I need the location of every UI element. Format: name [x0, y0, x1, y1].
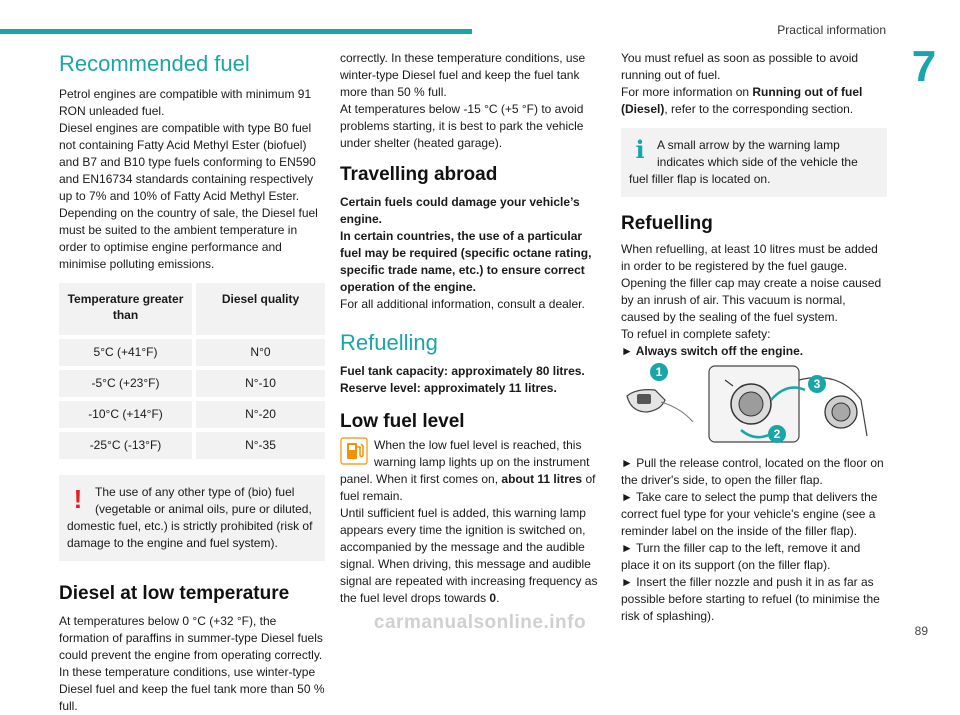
country-paragraph: Depending on the country of sale, the Diesel fuel must be suited to the ambient temperature in order to optimise engine performance and minimise polluting emissions. — [59, 206, 318, 271]
refuelling-capacity-heading: Refuelling — [340, 330, 438, 355]
chapter-number: 7 — [911, 42, 937, 91]
table-row — [59, 339, 325, 366]
low-fuel-text-block — [340, 437, 606, 607]
table-row — [59, 432, 325, 459]
column-3 — [621, 50, 887, 625]
petrol-paragraph: Petrol engines are compatible with minimum 91 RON unleaded fuel. — [59, 87, 312, 118]
filler-side-info-text: A small arrow by the warning lamp indicates which side of the vehicle the fuel filler flap is located on. — [629, 138, 858, 186]
column-2 — [340, 50, 606, 607]
refuel-step: ► Pull the release control, located on the floor on the driver's side, to open the filler flap. — [621, 456, 884, 487]
step-label-2: 2 — [773, 427, 781, 441]
fuel-filler-illustration — [621, 360, 887, 446]
table-cell: N°-35 — [196, 432, 325, 459]
page-number: 89 — [914, 624, 928, 638]
table-cell: -5°C (+23°F) — [59, 370, 192, 397]
running-header: Practical information — [777, 23, 886, 37]
travelling-abroad-text: For all additional information, consult a dealer. — [340, 297, 585, 311]
biofuel-warning-box — [59, 475, 325, 561]
running-out-ref-a: For more information on — [621, 85, 753, 99]
recommended-fuel-heading: Recommended fuel — [59, 51, 250, 76]
refuel-step: ► Turn the filler cap to the left, remove it and place it on its support (on the filler flap). — [621, 541, 861, 572]
watermark: carmanualsonline.info — [373, 612, 587, 633]
reserve-level: Reserve level: approximately 11 litres. — [340, 381, 557, 395]
refuel-noise: Opening the filler cap may create a noise caused by an inrush of air. This vacuum is normal, caused by the sealing of the fuel system. — [621, 276, 882, 324]
travelling-abroad-heading: Travelling abroad — [340, 164, 498, 185]
refuel-safety: To refuel in complete safety: — [621, 327, 771, 341]
step-label-3: 3 — [813, 377, 821, 391]
filler-side-info-box — [621, 128, 887, 197]
fuel-pump-warning-icon — [340, 437, 368, 465]
running-out-ref — [621, 84, 887, 118]
filler-flap-drawing — [709, 366, 867, 442]
travelling-abroad-bold: Certain fuels could damage your vehicle’s engine. In certain countries, the use of a particular fuel may be required (specific octane rating, specific trade name, etc.) to ensure correct operation of the engine. — [340, 195, 592, 294]
diesel-low-temp-heading: Diesel at low temperature — [59, 583, 290, 604]
table-cell: N°-10 — [196, 370, 325, 397]
low-fuel-litres: about 11 litres — [501, 472, 583, 486]
diesel-low-temp-text: At temperatures below 0 °C (+32 °F), the formation of paraffins in summer-type Diesel fuels could prevent the engine from operating correctly. In these temperature conditions, use winter-type Diesel fuel and keep the fuel tank more than 50 % full. — [59, 614, 325, 713]
running-out-ref-b: , refer to the corresponding section. — [664, 102, 854, 116]
low-fuel-text-b: of fuel remain. — [340, 472, 596, 503]
refuel-step: ► Take care to select the pump that delivers the correct fuel type for your vehicle's engine (see a reminder label on the inside of the filler flap). — [621, 490, 878, 538]
diesel-paragraph: Diesel engines are compatible with type B0 fuel not containing Fatty Acid Methyl Ester (biofuel) and B7 and B10 type fuels conforming to EN590 and EN16734 standards containing respectively up to 7% and 10% of Fatty Acid Methyl Ester. — [59, 121, 316, 203]
refuel-min-litres: When refuelling, at least 10 litres must be added in order to be registered by the fuel gauge. — [621, 242, 878, 273]
table-header-row — [59, 283, 325, 335]
header-accent-bar — [0, 29, 472, 34]
refuelling-heading: Refuelling — [621, 213, 713, 234]
table-row — [59, 401, 325, 428]
refuel-soon-text: You must refuel as soon as possible to avoid running out of fuel. — [621, 51, 859, 82]
step-marker-3 — [808, 375, 826, 393]
low-fuel-text2-b: . — [496, 591, 500, 605]
table-header-quality: Diesel quality — [196, 283, 325, 335]
diesel-quality-table — [59, 279, 325, 463]
step-marker-1 — [650, 363, 668, 381]
table-cell: N°0 — [196, 339, 325, 366]
running-out-link-text: Running out of fuel (Diesel) — [621, 85, 863, 116]
table-cell: -25°C (-13°F) — [59, 432, 192, 459]
low-fuel-repeat-paragraph — [340, 505, 606, 607]
step-label-1: 1 — [655, 365, 663, 379]
refuel-step: ► Insert the filler nozzle and push it in as far as possible before starting to refuel (to minimise the risk of splashing). — [621, 575, 880, 623]
switch-off-engine-step: ► Always switch off the engine. — [621, 344, 804, 358]
low-fuel-text-a: When the low fuel level is reached, this warning lamp lights up on the instrument panel. When it first comes on, — [340, 438, 590, 486]
table-cell: 5°C (+41°F) — [59, 339, 192, 366]
table-cell: -10°C (+14°F) — [59, 401, 192, 428]
diesel-low-temp-continued: correctly. In these temperature conditions, use winter-type Diesel fuel and keep the fuel tank more than 50 % full. — [340, 51, 586, 99]
low-fuel-heading: Low fuel level — [340, 411, 465, 432]
low-fuel-text2-a: Until sufficient fuel is added, this warning lamp appears every time the ignition is switched on, accompanied by the message and the audible signal. When driving, this message and audible signal are repeated with increasing frequency as the fuel level drops towards — [340, 506, 598, 605]
diesel-low-temp-shelter: At temperatures below -15 °C (+5 °F) to avoid problems starting, it is best to park the vehicle under shelter (heated garage). — [340, 102, 584, 150]
table-cell: N°-20 — [196, 401, 325, 428]
low-fuel-paragraph — [340, 437, 606, 505]
tank-capacity: Fuel tank capacity: approximately 80 litres. — [340, 364, 585, 378]
biofuel-warning-text: The use of any other type of (bio) fuel (vegetable or animal oils, pure or diluted, domestic fuel, etc.) is strictly prohibited (risk of damage to the engine and fuel system). — [67, 485, 313, 550]
step-marker-2 — [768, 425, 786, 443]
exclamation-icon: ! — [73, 484, 83, 514]
info-icon: i — [635, 135, 645, 164]
column-1 — [59, 50, 325, 713]
table-row — [59, 370, 325, 397]
release-control-drawing — [627, 390, 693, 422]
table-header-temperature: Temperature greater than — [59, 283, 192, 335]
low-fuel-zero: 0 — [489, 591, 497, 605]
